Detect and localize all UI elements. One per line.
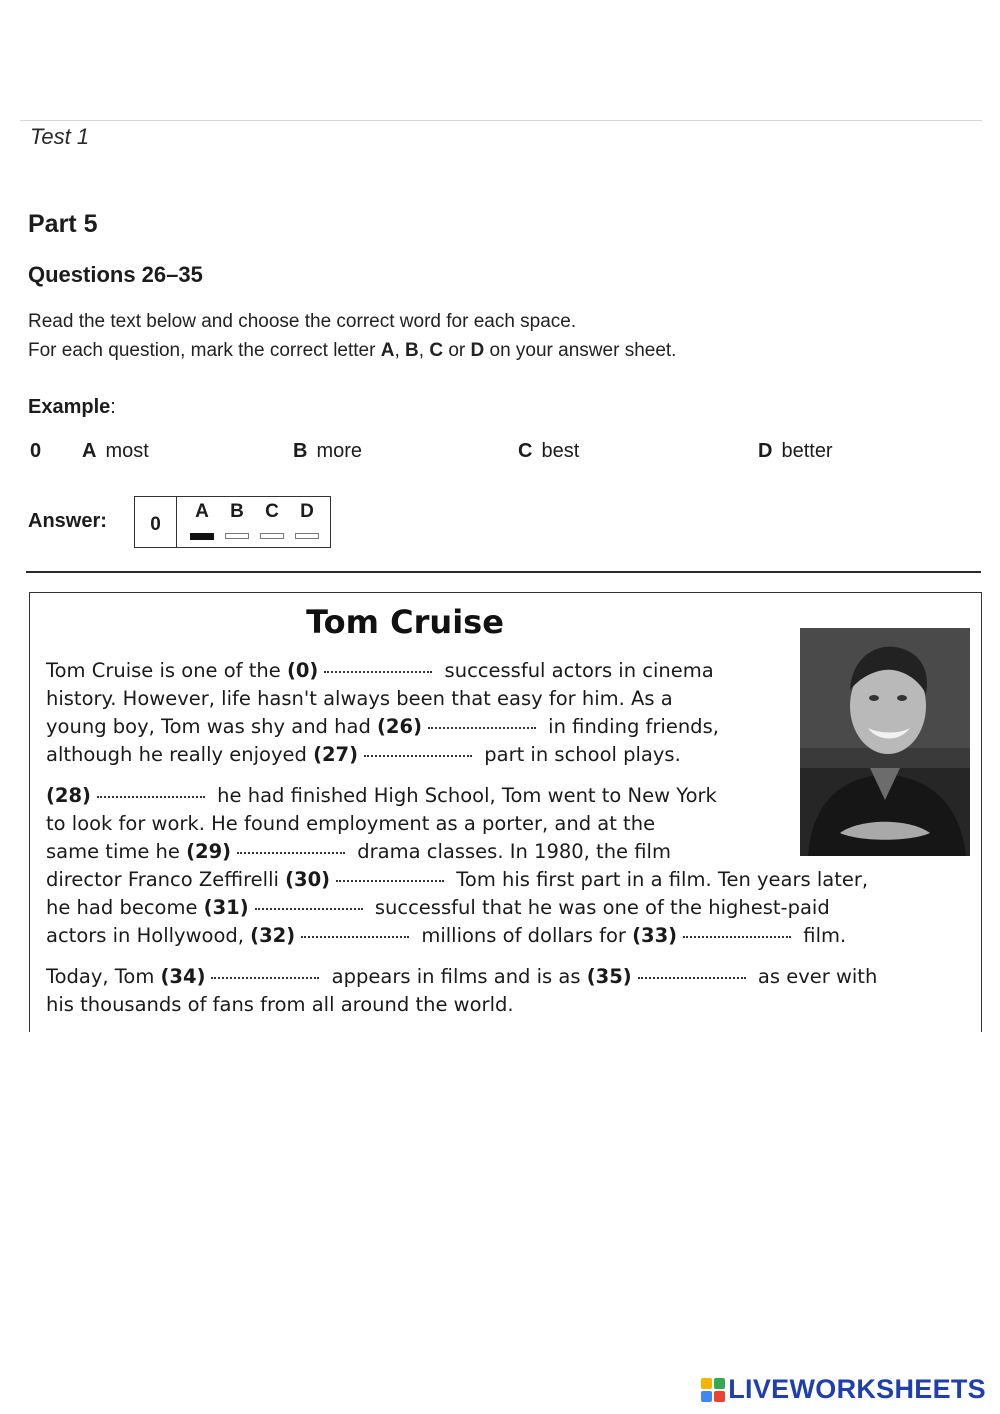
section-divider — [26, 571, 981, 573]
gap-number: (28) — [46, 784, 91, 807]
instr-letter-a: A — [380, 340, 395, 361]
answer-letter-d: D — [300, 501, 314, 522]
liveworksheets-brand — [700, 1374, 986, 1405]
blank-gap[interactable] — [364, 755, 472, 757]
answer-letter-a: A — [195, 501, 209, 522]
blank-gap[interactable] — [324, 671, 432, 673]
example-option-b: B more — [293, 440, 363, 462]
text-line: although he really enjoyed (27) part in school plays. — [46, 743, 681, 766]
text-line: his thousands of fans from all around the world. — [46, 993, 514, 1016]
example-option-a: A most — [82, 440, 149, 462]
brand-name: LIVEWORKSHEETS — [728, 1374, 986, 1404]
blank-gap[interactable] — [237, 852, 345, 854]
questions-range: Questions 26–35 — [28, 262, 203, 287]
blank-gap[interactable] — [428, 727, 536, 729]
liveworksheets-logo-icon — [700, 1377, 726, 1403]
instr-letter-b: B — [405, 340, 419, 361]
part-title: Part 5 — [28, 210, 98, 238]
instr-letter-d: D — [470, 340, 485, 361]
gap-number: (35) — [586, 965, 632, 988]
text-line: he had become (31) successful that he was one of the highest-paid — [46, 896, 830, 919]
answer-mark-b[interactable] — [225, 533, 249, 539]
blank-gap[interactable] — [336, 880, 444, 882]
example-option-d: D better — [758, 440, 833, 462]
article-title: Tom Cruise — [306, 603, 504, 641]
gap-number: (34) — [160, 965, 206, 988]
text-line: same time he (29) drama classes. In 1980, the film — [46, 840, 671, 863]
example-number: 0 — [30, 440, 42, 462]
text-line: Today, Tom (34) appears in films and is as (35) as ever with — [46, 965, 878, 988]
gap-number: (27) — [313, 743, 359, 766]
instruction-line-1: Read the text below and choose the correct word for each space. — [28, 311, 577, 332]
answer-mark-a[interactable] — [190, 533, 214, 540]
text-line: to look for work. He found employment as a porter, and at the — [46, 812, 656, 835]
text-line: history. However, life hasn't always been that easy for him. As a — [46, 687, 673, 710]
paragraph-1 — [46, 657, 719, 769]
blank-gap[interactable] — [211, 977, 319, 979]
instr-text: For each question, mark the correct letter — [28, 340, 381, 361]
instr-letter-c: C — [429, 340, 444, 361]
paragraph-3 — [46, 963, 877, 1019]
instr-text: , — [394, 340, 406, 361]
answer-letter-b: B — [230, 501, 244, 522]
instr-text: , — [418, 340, 430, 361]
gap-number: (29) — [186, 840, 232, 863]
text-line: actors in Hollywood, (32) millions of dollars for (33) film. — [46, 924, 847, 947]
instruction-line-2 — [28, 340, 676, 362]
blank-gap[interactable] — [301, 936, 409, 938]
instr-text: or — [443, 340, 471, 361]
blank-gap[interactable] — [97, 796, 205, 798]
answer-label: Answer: — [28, 510, 107, 532]
answer-grid — [134, 496, 331, 548]
text-line: (28) he had finished High School, Tom went to New York — [46, 784, 717, 807]
test-label: Test 1 — [30, 124, 90, 149]
gap-number: (32) — [250, 924, 296, 947]
example-label: Example: — [28, 396, 116, 418]
instr-text: on your answer sheet. — [484, 340, 677, 361]
gap-number: (33) — [632, 924, 678, 947]
text-line: director Franco Zeffirelli (30) Tom his first part in a film. Ten years later, — [46, 868, 869, 891]
gap-number: (0) — [286, 659, 319, 682]
text-line: Tom Cruise is one of the (0) successful actors in cinema — [46, 659, 714, 682]
gap-number: (26) — [377, 715, 422, 738]
answer-number: 0 — [135, 497, 177, 547]
text-line: young boy, Tom was shy and had (26) in finding friends, — [46, 715, 719, 738]
answer-letter-c: C — [265, 501, 279, 522]
gap-number: (30) — [285, 868, 331, 891]
example-option-c: C best — [518, 440, 580, 462]
paragraph-2 — [46, 782, 868, 950]
answer-mark-c[interactable] — [260, 533, 284, 539]
answer-mark-d[interactable] — [295, 533, 319, 539]
top-divider — [20, 120, 982, 121]
blank-gap[interactable] — [683, 936, 791, 938]
blank-gap[interactable] — [255, 908, 363, 910]
gap-number: (31) — [203, 896, 249, 919]
blank-gap[interactable] — [638, 977, 746, 979]
